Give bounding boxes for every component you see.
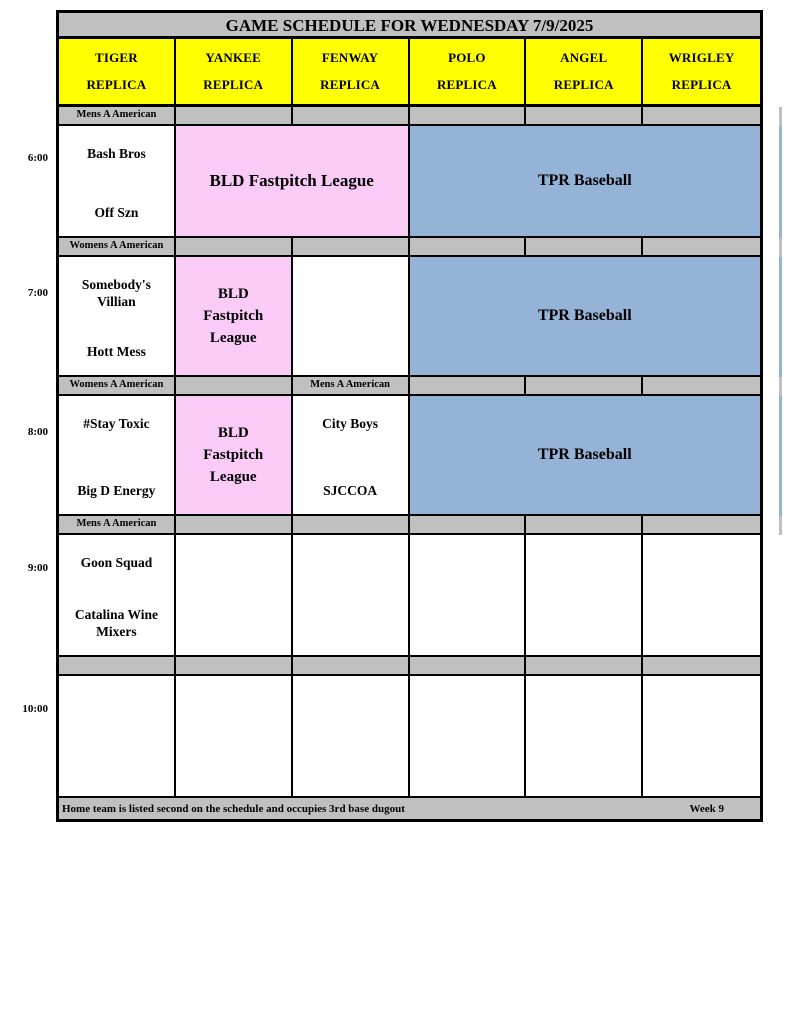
division-banner-empty: [176, 657, 293, 674]
field-name: FENWAY: [321, 50, 379, 65]
division-banner-empty: [410, 377, 527, 394]
schedule-table: [56, 10, 763, 822]
field-name: ANGEL: [560, 50, 608, 65]
field-header-polo: [410, 39, 527, 104]
field-type: REPLICA: [203, 77, 264, 92]
division-banner-row-700: [59, 238, 760, 257]
empty-cell: [410, 676, 527, 796]
division-banner: Womens A American: [59, 377, 176, 394]
matchup-cell-700-tiger: [59, 257, 176, 375]
division-banner-row-900: [59, 516, 760, 535]
division-banner-empty: [643, 657, 760, 674]
division-banner-empty: [176, 377, 293, 394]
division-banner: Mens A American: [59, 107, 176, 124]
empty-cell: [59, 676, 176, 796]
division-banner-empty: [410, 238, 527, 255]
stripe-segment: [779, 377, 782, 396]
week-label: Week 9: [689, 802, 724, 815]
field-header-row: [59, 39, 760, 107]
division-banner-row-600: [59, 107, 760, 126]
fastpitch-block-800: BLD Fastpitch League: [176, 396, 293, 514]
division-banner-empty: [643, 238, 760, 255]
division-banner-empty: [526, 107, 643, 124]
field-header-tiger: [59, 39, 176, 104]
visitor-team: Bash Bros: [87, 146, 146, 161]
division-banner-row-800: [59, 377, 760, 396]
division-banner-empty: [59, 657, 176, 674]
division-banner-empty: [293, 107, 410, 124]
division-banner-empty: [410, 107, 527, 124]
empty-cell: [526, 676, 643, 796]
empty-cell-700-fenway: [293, 257, 410, 375]
division-banner-empty: [526, 377, 643, 394]
division-banner-empty: [526, 516, 643, 533]
stripe-segment: [779, 396, 782, 516]
field-name: WRIGLEY: [668, 50, 735, 65]
division-banner-empty: [643, 107, 760, 124]
game-row-900: [59, 535, 760, 657]
field-type: REPLICA: [671, 77, 732, 92]
division-banner-empty: [526, 657, 643, 674]
field-header-wrigley: [643, 39, 760, 104]
footer-bar: [59, 798, 760, 819]
game-row-1000: [59, 676, 760, 798]
right-edge-print-artifact: [779, 107, 782, 535]
field-type: REPLICA: [320, 77, 381, 92]
empty-cell: [293, 535, 410, 655]
visitor-team: Somebody's Villian: [81, 277, 151, 309]
empty-cell: [410, 535, 527, 655]
field-name: TIGER: [94, 50, 138, 65]
stripe-segment: [779, 516, 782, 535]
matchup-cell-600-tiger: [59, 126, 176, 236]
division-banner-empty: [293, 516, 410, 533]
fastpitch-block-700: BLD Fastpitch League: [176, 257, 293, 375]
division-banner-row-1000: [59, 657, 760, 676]
visitor-team: City Boys: [322, 416, 379, 431]
time-label-800: 8:00: [27, 426, 48, 438]
time-label-1000: 10:00: [22, 703, 48, 715]
division-banner-empty: [410, 657, 527, 674]
division-banner: Mens A American: [59, 516, 176, 533]
division-banner-empty: [526, 238, 643, 255]
field-type: REPLICA: [436, 77, 497, 92]
matchup-cell-800-fenway: [293, 396, 410, 514]
game-row-800: [59, 396, 760, 516]
empty-cell: [643, 535, 760, 655]
division-banner-empty: [176, 107, 293, 124]
baseball-block-600: TPR Baseball: [410, 126, 761, 236]
home-team: Catalina Wine Mixers: [74, 607, 158, 639]
visitor-team: #Stay Toxic: [83, 416, 150, 431]
stripe-segment: [779, 126, 782, 238]
game-row-600: [59, 126, 760, 238]
stripe-segment: [779, 238, 782, 257]
visitor-team: Goon Squad: [80, 555, 153, 570]
footer-note: Home team is listed second on the schedule and occupies 3rd base dugout: [62, 802, 405, 815]
baseball-block-700: TPR Baseball: [410, 257, 761, 375]
division-banner-empty: [643, 377, 760, 394]
division-banner-empty: [643, 516, 760, 533]
division-banner-empty: [176, 516, 293, 533]
division-banner: Womens A American: [59, 238, 176, 255]
time-label-700: 7:00: [27, 287, 48, 299]
time-label-600: 6:00: [27, 152, 48, 164]
page-title: GAME SCHEDULE FOR WEDNESDAY 7/9/2025: [59, 13, 760, 39]
game-row-700: [59, 257, 760, 377]
field-header-yankee: [176, 39, 293, 104]
field-name: YANKEE: [205, 50, 262, 65]
field-type: REPLICA: [553, 77, 614, 92]
division-banner-empty: [293, 657, 410, 674]
empty-cell: [526, 535, 643, 655]
empty-cell: [176, 535, 293, 655]
stripe-segment: [779, 257, 782, 377]
time-label-900: 9:00: [27, 562, 48, 574]
baseball-block-800: TPR Baseball: [410, 396, 761, 514]
field-header-angel: [526, 39, 643, 104]
matchup-cell-900-tiger: [59, 535, 176, 655]
empty-cell: [293, 676, 410, 796]
division-banner-empty: [410, 516, 527, 533]
stripe-segment: [779, 107, 782, 126]
division-banner-empty: [176, 238, 293, 255]
division-banner: Mens A American: [293, 377, 410, 394]
empty-cell: [176, 676, 293, 796]
home-team: SJCCOA: [323, 483, 378, 498]
field-type: REPLICA: [86, 77, 147, 92]
fastpitch-block-600: BLD Fastpitch League: [176, 126, 410, 236]
field-name: POLO: [448, 50, 486, 65]
division-banner-empty: [293, 238, 410, 255]
home-team: Big D Energy: [77, 483, 156, 498]
matchup-cell-800-tiger: [59, 396, 176, 514]
field-header-fenway: [293, 39, 410, 104]
home-team: Off Szn: [94, 205, 139, 220]
empty-cell: [643, 676, 760, 796]
home-team: Hott Mess: [86, 344, 146, 359]
